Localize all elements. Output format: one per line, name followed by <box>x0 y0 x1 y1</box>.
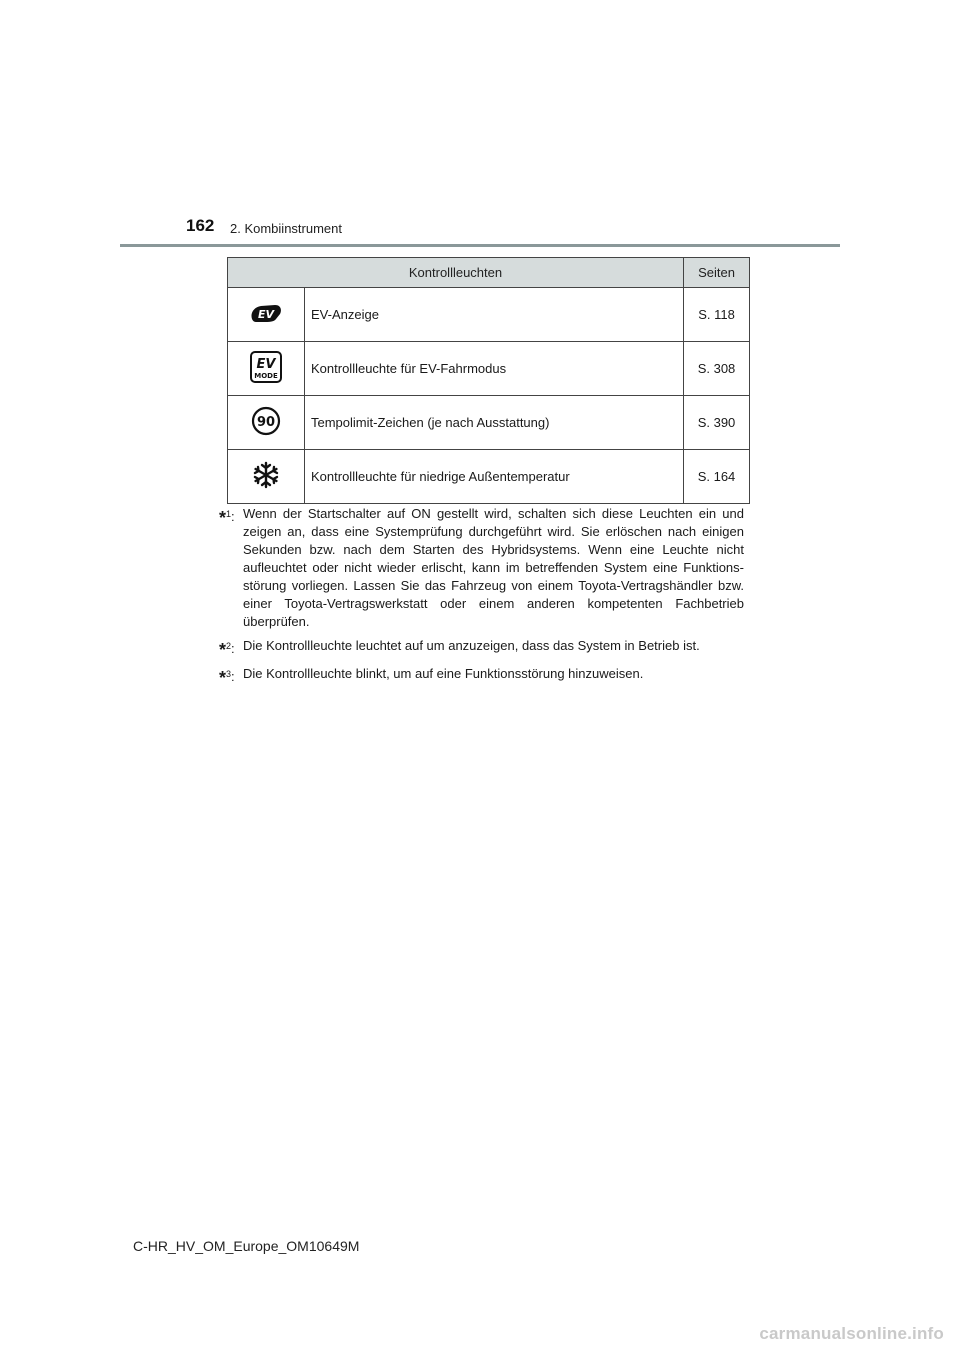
table-row <box>228 342 750 396</box>
light-name: Tempolimit-Zeichen (je nach Ausstattung) <box>305 396 684 450</box>
ev-indicator-text: EV <box>257 308 275 321</box>
footnote-text: Die Kontrollleuchte leuchtet auf um anzuzeigen, dass das System in Betrieb ist. <box>243 638 700 653</box>
light-name: Kontrollleuchte für EV-Fahrmodus <box>305 342 684 396</box>
page-reference: S. 118 <box>684 288 750 342</box>
indicator-table <box>227 257 750 504</box>
section-title: 2. Kombiinstrument <box>230 221 342 236</box>
footnote-text: Die Kontrollleuchte blinkt, um auf eine Funktionsstörung hinzuweisen. <box>243 666 644 681</box>
footnote <box>219 505 744 631</box>
page-number: 162 <box>186 216 215 235</box>
page-reference: S. 308 <box>684 342 750 396</box>
icon-cell <box>228 396 305 450</box>
icon-cell <box>228 288 305 342</box>
table-header-row <box>228 258 750 288</box>
page-reference: S. 164 <box>684 450 750 504</box>
speed-limit-sign-icon <box>251 406 281 439</box>
icon-cell <box>228 342 305 396</box>
page-reference: S. 390 <box>684 396 750 450</box>
light-name: Kontrollleuchte für niedrige Außentemperatur <box>305 450 684 504</box>
speed-limit-value: 90 <box>256 415 276 430</box>
ev-mode-ev-text: EV <box>256 357 276 372</box>
footnotes <box>219 505 744 693</box>
icon-cell <box>228 450 305 504</box>
footnote-marker: *$^3$: <box>219 668 235 688</box>
column-header-pages: Seiten <box>684 258 750 288</box>
table-row <box>228 288 750 342</box>
ev-mode-icon <box>250 351 282 386</box>
snowflake-icon <box>252 461 280 492</box>
ev-mode-mode-text: MODE <box>254 372 278 380</box>
document-code: C-HR_HV_OM_Europe_OM10649M <box>133 1238 360 1254</box>
footnote <box>219 637 744 659</box>
light-name: EV-Anzeige <box>305 288 684 342</box>
footnote-marker: *$^1$: <box>219 508 235 528</box>
ev-indicator-icon <box>249 301 283 328</box>
footnote <box>219 665 744 687</box>
footnote-text: Wenn der Startschalter auf ON gestellt wird, schalten sich diese Leuchten ein und zeigen an, dass eine Systemprüfung durchgeführt wird. Sie erlöschen nach einigen Sekunden bzw. nach dem Starten des Hybridsystems. Wenn eine Leuchte nicht aufleuchtet oder nicht wieder erlischt, kann im betreffenden System eine Funktions-störung vorliegen. Lassen Sie das Fahrzeug von einem Toyota-Vertragshändler bzw. einer Toyota-Vertragswerkstatt oder einem anderen kompetenten Fachbetrieb überprüfen. <box>243 506 744 629</box>
header-divider <box>120 244 840 247</box>
column-header-lights: Kontrollleuchten <box>228 258 684 288</box>
table-row <box>228 396 750 450</box>
footnote-marker: *$^2$: <box>219 640 235 660</box>
watermark: carmanualsonline.info <box>759 1324 944 1343</box>
table-row <box>228 450 750 504</box>
